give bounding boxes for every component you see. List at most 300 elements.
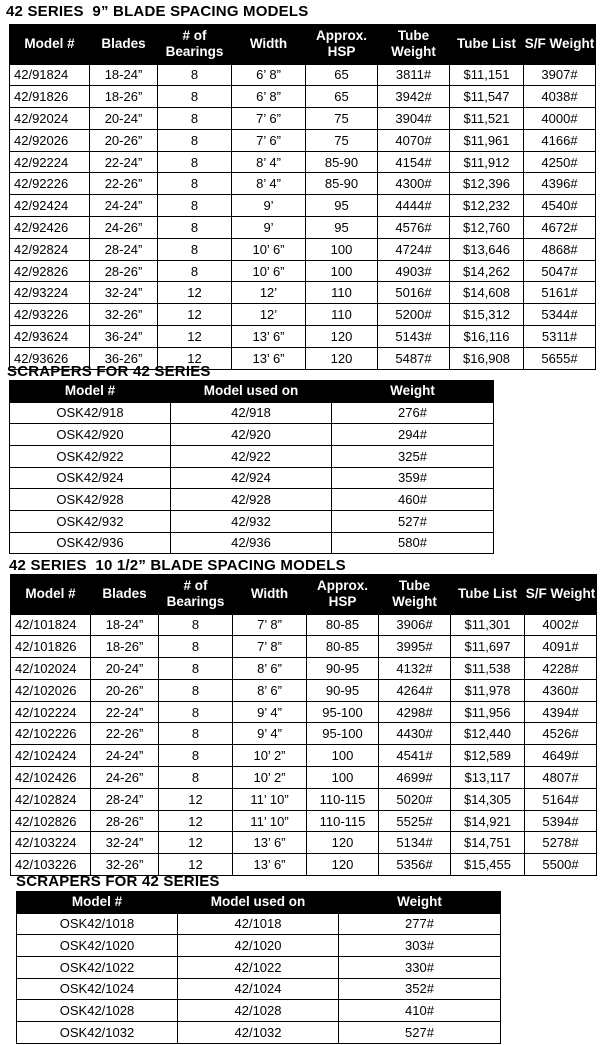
column-header: S/F Weight (525, 574, 597, 614)
table-cell: 42/92824 (10, 238, 90, 260)
table-cell: 8 (159, 767, 233, 789)
table-cell: 4166# (524, 129, 596, 151)
table-cell: 28-24” (90, 238, 158, 260)
table-cell: 294# (332, 424, 494, 446)
column-header: S/F Weight (524, 24, 596, 64)
table-cell: 5016# (378, 282, 450, 304)
table-cell: 110-115 (307, 788, 379, 810)
table-cell: $15,312 (450, 304, 524, 326)
table-cell: 11’ 10” (233, 810, 307, 832)
table-cell: 42/924 (171, 467, 332, 489)
table-cell: 42/93224 (10, 282, 90, 304)
table-row (17, 1021, 501, 1043)
table-cell: 42/102026 (11, 679, 91, 701)
table-cell: 5525# (379, 810, 451, 832)
table-cell: 8’ 4” (232, 173, 306, 195)
scrapers-title-10-5in: SCRAPERS FOR 42 SERIES (16, 873, 220, 890)
table-cell: $16,116 (450, 326, 524, 348)
table-cell: $11,961 (450, 129, 524, 151)
table-row (10, 238, 596, 260)
table-cell: 20-26” (90, 129, 158, 151)
table-cell: 120 (306, 326, 378, 348)
table-cell: OSK42/1020 (17, 935, 178, 957)
table-cell: 8 (158, 195, 232, 217)
table-cell: 22-24” (91, 701, 159, 723)
table-cell: 5487# (378, 347, 450, 369)
table-cell: $11,547 (450, 86, 524, 108)
table-cell: 42/101826 (11, 636, 91, 658)
table-cell: 90-95 (307, 679, 379, 701)
table-cell: 8’ 6” (233, 679, 307, 701)
series-label: 42 SERIES (9, 557, 87, 574)
table-cell: 95 (306, 195, 378, 217)
table-cell: 75 (306, 129, 378, 151)
models-table-9in (9, 24, 596, 370)
table-cell: 90-95 (307, 658, 379, 680)
table-cell: 5311# (524, 326, 596, 348)
table-cell: 12 (159, 788, 233, 810)
table-cell: 28-26” (90, 260, 158, 282)
table-cell: 8’ 6” (233, 658, 307, 680)
table-cell: 4002# (525, 614, 597, 636)
table-cell: 4672# (524, 217, 596, 239)
table-cell: 8 (158, 260, 232, 282)
table-row (17, 935, 501, 957)
column-header: Weight (332, 380, 494, 402)
table-cell: 8 (158, 151, 232, 173)
table-cell: 95 (306, 217, 378, 239)
table-cell: 12’ (232, 304, 306, 326)
table-cell: $14,262 (450, 260, 524, 282)
table-cell: 120 (307, 854, 379, 876)
table-cell: 8 (158, 129, 232, 151)
table-row (10, 173, 596, 195)
table-row (11, 788, 597, 810)
table-row (10, 532, 494, 554)
table-cell: $12,396 (450, 173, 524, 195)
scrapers-title-9in: SCRAPERS FOR 42 SERIES (7, 363, 211, 380)
table-cell: 22-24” (90, 151, 158, 173)
section-title-9in (6, 3, 308, 20)
table-cell: 4000# (524, 108, 596, 130)
table-cell: 42/102224 (11, 701, 91, 723)
table-cell: 4724# (378, 238, 450, 260)
table-cell: 32-24” (90, 282, 158, 304)
table-cell: 277# (339, 913, 501, 935)
table-cell: 9’ (232, 217, 306, 239)
table-cell: 80-85 (307, 614, 379, 636)
scrapers-table-9in (9, 380, 494, 554)
column-header: Model # (17, 891, 178, 913)
table-row (10, 402, 494, 424)
table-cell: 12’ (232, 282, 306, 304)
table-cell: 100 (306, 238, 378, 260)
table-cell: 410# (339, 1000, 501, 1022)
table-row (10, 510, 494, 532)
table-row (11, 810, 597, 832)
table-cell: 8 (159, 658, 233, 680)
section-subtitle: 10 1/2” BLADE SPACING MODELS (95, 557, 346, 574)
table-row (10, 282, 596, 304)
table-cell: $11,538 (451, 658, 525, 680)
column-header: Blades (90, 24, 158, 64)
column-header: # of Bearings (158, 24, 232, 64)
table-row (11, 614, 597, 636)
table-cell: 36-24” (90, 326, 158, 348)
table-cell: OSK42/924 (10, 467, 171, 489)
table-cell: 4250# (524, 151, 596, 173)
table-cell: OSK42/918 (10, 402, 171, 424)
table-cell: 5047# (524, 260, 596, 282)
table-cell: 36-26” (90, 347, 158, 369)
table-cell: 42/1020 (178, 935, 339, 957)
table-cell: 42/92426 (10, 217, 90, 239)
table-cell: 80-85 (307, 636, 379, 658)
table-cell: 8 (159, 723, 233, 745)
table-cell: 42/922 (171, 445, 332, 467)
series-label: 42 SERIES (6, 3, 84, 20)
table-cell: OSK42/936 (10, 532, 171, 554)
header-row (10, 380, 494, 402)
table-cell: $16,908 (450, 347, 524, 369)
table-cell: 18-24” (91, 614, 159, 636)
table-row (10, 217, 596, 239)
table-cell: 5500# (525, 854, 597, 876)
table-cell: 42/93226 (10, 304, 90, 326)
table-cell: 28-24” (91, 788, 159, 810)
table-cell: $11,301 (451, 614, 525, 636)
table-cell: 4300# (378, 173, 450, 195)
table-cell: 42/1028 (178, 1000, 339, 1022)
column-header: Weight (339, 891, 501, 913)
table-cell: 303# (339, 935, 501, 957)
table-cell: 32-26” (91, 854, 159, 876)
table-cell: 4091# (525, 636, 597, 658)
table-row (17, 1000, 501, 1022)
table-cell: 5164# (525, 788, 597, 810)
table-cell: 5020# (379, 788, 451, 810)
table-cell: OSK42/1022 (17, 956, 178, 978)
table-cell: 352# (339, 978, 501, 1000)
table-cell: 42/102426 (11, 767, 91, 789)
table-cell: 42/92024 (10, 108, 90, 130)
table-cell: 22-26” (90, 173, 158, 195)
table-cell: 10’ 2” (233, 767, 307, 789)
table-row (10, 467, 494, 489)
table-cell: 20-24” (91, 658, 159, 680)
column-header: Model # (10, 380, 171, 402)
table-row (10, 129, 596, 151)
table-cell: 8 (158, 86, 232, 108)
column-header: Tube Weight (379, 574, 451, 614)
table-cell: OSK42/922 (10, 445, 171, 467)
table-cell: 4396# (524, 173, 596, 195)
table-row (10, 304, 596, 326)
table-cell: 13’ 6” (232, 326, 306, 348)
table-cell: 4903# (378, 260, 450, 282)
table-cell: 325# (332, 445, 494, 467)
table-cell: 4649# (525, 745, 597, 767)
column-header: Approx. HSP (306, 24, 378, 64)
table-cell: 4540# (524, 195, 596, 217)
table-cell: 12 (158, 304, 232, 326)
table-cell: 12 (159, 810, 233, 832)
table-cell: 4394# (525, 701, 597, 723)
table-cell: 110 (306, 304, 378, 326)
table-cell: 100 (307, 767, 379, 789)
table-cell: 8 (158, 173, 232, 195)
table-cell: $13,646 (450, 238, 524, 260)
table-cell: 85-90 (306, 151, 378, 173)
table-cell: 20-24” (90, 108, 158, 130)
table-cell: 12 (159, 832, 233, 854)
table-cell: OSK42/928 (10, 489, 171, 511)
table-cell: 10’ 2” (233, 745, 307, 767)
table-cell: 4132# (379, 658, 451, 680)
table-cell: $12,589 (451, 745, 525, 767)
table-cell: 20-26” (91, 679, 159, 701)
table-cell: 8 (159, 701, 233, 723)
table-cell: 10’ 6” (232, 238, 306, 260)
table-row (11, 832, 597, 854)
table-row (11, 745, 597, 767)
table-cell: 42/928 (171, 489, 332, 511)
table-cell: $11,912 (450, 151, 524, 173)
table-cell: 4444# (378, 195, 450, 217)
table-cell: 10’ 6” (232, 260, 306, 282)
table-cell: 18-26” (91, 636, 159, 658)
table-cell: OSK42/1028 (17, 1000, 178, 1022)
table-row (11, 658, 597, 680)
table-row (11, 701, 597, 723)
table-cell: OSK42/1024 (17, 978, 178, 1000)
table-row (17, 978, 501, 1000)
table-row (11, 636, 597, 658)
table-cell: 22-26” (91, 723, 159, 745)
column-header: Tube List (451, 574, 525, 614)
table-cell: 5278# (525, 832, 597, 854)
table-cell: 8 (158, 238, 232, 260)
table-row (10, 424, 494, 446)
column-header: Model # (10, 24, 90, 64)
table-cell: $14,921 (451, 810, 525, 832)
table-cell: 527# (339, 1021, 501, 1043)
table-cell: 3811# (378, 64, 450, 86)
models-table-10-5in (10, 574, 597, 876)
table-cell: 4526# (525, 723, 597, 745)
table-row (11, 767, 597, 789)
table-cell: 42/932 (171, 510, 332, 532)
table-cell: 42/102424 (11, 745, 91, 767)
table-cell: $11,151 (450, 64, 524, 86)
table-cell: 7’ 6” (232, 108, 306, 130)
table-cell: 42/103226 (11, 854, 91, 876)
table-cell: 4264# (379, 679, 451, 701)
table-cell: 4541# (379, 745, 451, 767)
table-row (10, 151, 596, 173)
table-row (10, 195, 596, 217)
table-cell: 42/936 (171, 532, 332, 554)
table-cell: 100 (307, 745, 379, 767)
table-cell: 3907# (524, 64, 596, 86)
table-cell: 4807# (525, 767, 597, 789)
column-header: Model used on (178, 891, 339, 913)
table-cell: 13’ 6” (233, 854, 307, 876)
table-cell: 8’ 4” (232, 151, 306, 173)
table-cell: 5356# (379, 854, 451, 876)
column-header: Tube List (450, 24, 524, 64)
table-cell: $12,232 (450, 195, 524, 217)
table-cell: 7’ 6” (232, 129, 306, 151)
table-cell: 12 (158, 326, 232, 348)
table-cell: $15,455 (451, 854, 525, 876)
table-cell: $14,751 (451, 832, 525, 854)
table-cell: 4360# (525, 679, 597, 701)
table-cell: $13,117 (451, 767, 525, 789)
column-header: Model # (11, 574, 91, 614)
table-cell: 42/102826 (11, 810, 91, 832)
table-cell: 3995# (379, 636, 451, 658)
table-cell: 110 (306, 282, 378, 304)
table-cell: $11,521 (450, 108, 524, 130)
table-cell: OSK42/1032 (17, 1021, 178, 1043)
table-row (17, 913, 501, 935)
table-cell: 13’ 6” (232, 347, 306, 369)
column-header: Model used on (171, 380, 332, 402)
table-cell: 5143# (378, 326, 450, 348)
table-cell: 95-100 (307, 723, 379, 745)
table-cell: 4868# (524, 238, 596, 260)
table-cell: $14,608 (450, 282, 524, 304)
table-cell: 42/93624 (10, 326, 90, 348)
table-cell: 12 (158, 347, 232, 369)
table-cell: 12 (158, 282, 232, 304)
table-cell: 42/102226 (11, 723, 91, 745)
column-header: Blades (91, 574, 159, 614)
table-cell: 65 (306, 64, 378, 86)
scrapers-table-10-5in (16, 891, 501, 1044)
table-cell: 359# (332, 467, 494, 489)
table-cell: 8 (159, 614, 233, 636)
table-cell: 5344# (524, 304, 596, 326)
table-cell: 6’ 8” (232, 86, 306, 108)
table-cell: 120 (307, 832, 379, 854)
header-row (17, 891, 501, 913)
table-cell: 42/1022 (178, 956, 339, 978)
table-cell: 32-26” (90, 304, 158, 326)
table-cell: 460# (332, 489, 494, 511)
table-row (10, 326, 596, 348)
table-cell: 110-115 (307, 810, 379, 832)
table-cell: 42/92424 (10, 195, 90, 217)
table-row (10, 64, 596, 86)
table-cell: $12,440 (451, 723, 525, 745)
table-cell: 42/1018 (178, 913, 339, 935)
table-cell: 32-24” (91, 832, 159, 854)
table-row (11, 723, 597, 745)
table-cell: 8 (159, 636, 233, 658)
table-row (17, 956, 501, 978)
table-cell: 9’ (232, 195, 306, 217)
table-cell: 3906# (379, 614, 451, 636)
table-cell: 8 (158, 64, 232, 86)
table-cell: 8 (159, 745, 233, 767)
table-cell: 24-24” (91, 745, 159, 767)
table-row (10, 260, 596, 282)
table-cell: 7’ 8” (233, 636, 307, 658)
table-cell: 75 (306, 108, 378, 130)
table-cell: 42/92226 (10, 173, 90, 195)
table-row (10, 489, 494, 511)
table-cell: 5655# (524, 347, 596, 369)
table-cell: 42/91824 (10, 64, 90, 86)
table-cell: 9’ 4” (233, 723, 307, 745)
table-cell: 8 (159, 679, 233, 701)
table-cell: 4699# (379, 767, 451, 789)
table-cell: 100 (306, 260, 378, 282)
table-cell: 4576# (378, 217, 450, 239)
table-cell: 12 (159, 854, 233, 876)
table-cell: 18-24” (90, 64, 158, 86)
table-cell: 13’ 6” (233, 832, 307, 854)
table-cell: 527# (332, 510, 494, 532)
table-cell: 4228# (525, 658, 597, 680)
table-cell: 4038# (524, 86, 596, 108)
table-cell: 65 (306, 86, 378, 108)
table-cell: 42/103224 (11, 832, 91, 854)
table-cell: 24-24” (90, 195, 158, 217)
table-cell: 330# (339, 956, 501, 978)
table-cell: 7’ 8” (233, 614, 307, 636)
table-row (11, 679, 597, 701)
table-cell: 42/92026 (10, 129, 90, 151)
table-cell: 42/1024 (178, 978, 339, 1000)
table-cell: 18-26” (90, 86, 158, 108)
table-row (10, 86, 596, 108)
table-cell: 4298# (379, 701, 451, 723)
table-cell: 42/102824 (11, 788, 91, 810)
column-header: Approx. HSP (307, 574, 379, 614)
table-cell: 42/1032 (178, 1021, 339, 1043)
table-cell: $11,697 (451, 636, 525, 658)
table-cell: 4154# (378, 151, 450, 173)
column-header: # of Bearings (159, 574, 233, 614)
section-title-10-5in (9, 557, 346, 574)
table-cell: $11,956 (451, 701, 525, 723)
table-cell: 42/92224 (10, 151, 90, 173)
table-cell: 42/93626 (10, 347, 90, 369)
column-header: Width (232, 24, 306, 64)
table-cell: $11,978 (451, 679, 525, 701)
column-header: Width (233, 574, 307, 614)
table-cell: 580# (332, 532, 494, 554)
table-cell: 8 (158, 217, 232, 239)
table-cell: OSK42/1018 (17, 913, 178, 935)
table-cell: 3904# (378, 108, 450, 130)
table-cell: 276# (332, 402, 494, 424)
table-cell: 24-26” (90, 217, 158, 239)
table-cell: 9’ 4” (233, 701, 307, 723)
table-cell: 24-26” (91, 767, 159, 789)
table-cell: $14,305 (451, 788, 525, 810)
table-row (10, 108, 596, 130)
column-header: Tube Weight (378, 24, 450, 64)
table-cell: 3942# (378, 86, 450, 108)
table-cell: 6’ 8” (232, 64, 306, 86)
table-cell: 42/91826 (10, 86, 90, 108)
table-cell: 42/918 (171, 402, 332, 424)
table-row (10, 445, 494, 467)
